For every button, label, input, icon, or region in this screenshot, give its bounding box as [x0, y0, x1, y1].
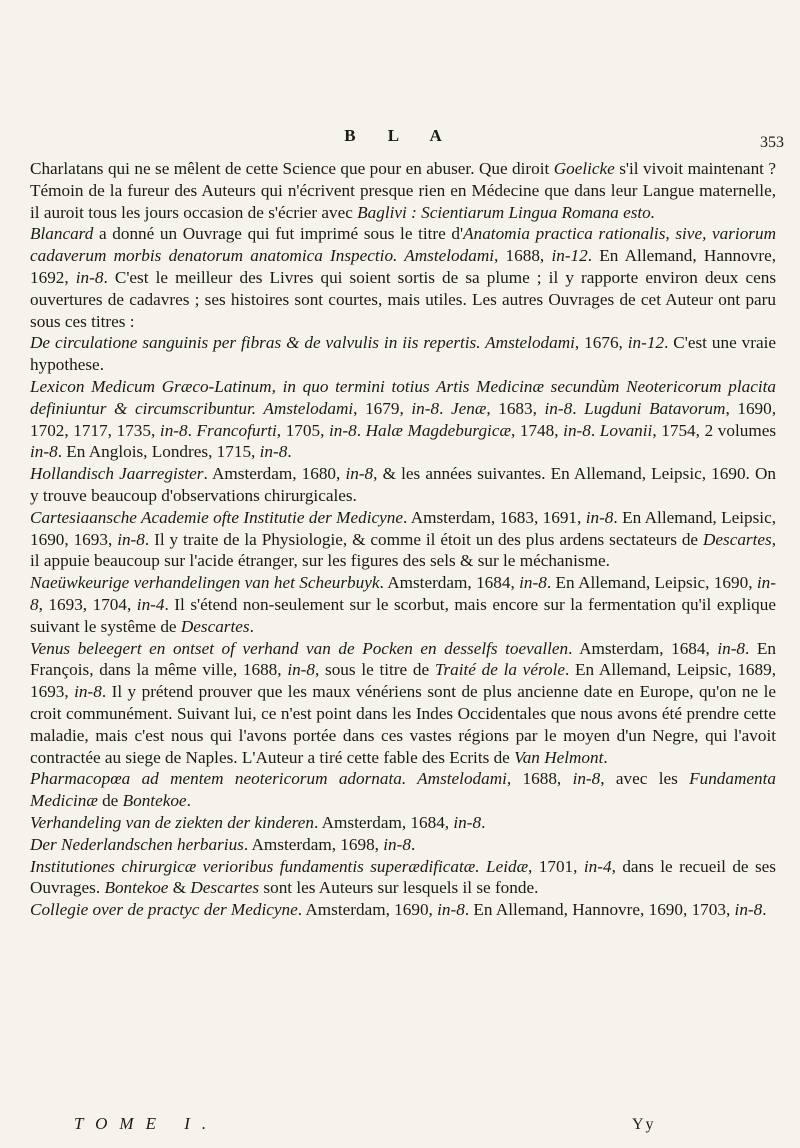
text-run: . Il y traite de la Physiologie, & comme il étoit un des plus ardens sectateurs de — [144, 529, 703, 549]
bibliography-entry — [30, 899, 776, 921]
italic-text: in-8 — [345, 464, 374, 484]
text-run: . En Allemand, Leipsic, 1690, 1693, — [30, 507, 776, 549]
bibliography-entry — [30, 638, 776, 769]
italic-text: Anatomia practica rationalis, sive, variorum cadaverum morbis denatorum anatomica Inspectio. Amstelodami — [30, 224, 776, 266]
italic-text: De circulatione sanguinis per fibras & de valvulis in iis repertis. Amstelodami — [30, 333, 575, 353]
text-run: , 1748, — [510, 420, 564, 440]
page-footer — [0, 1114, 800, 1138]
italic-text: Descartes — [702, 529, 772, 549]
text-run: , 1690, 1702, 1717, 1735, — [30, 398, 777, 440]
text-run: s'il vivoit maintenant ? Témoin de la fureur des Auteurs qui n'écrivent presque rien en Médecine que dans leur Langue maternelle, il auroit tous les jours occasion de s'écrier avec — [30, 159, 777, 222]
italic-text: Jenæ — [450, 398, 487, 418]
text-run: , 1676, — [574, 333, 628, 353]
text-run: . En Allemand, Hannovre, 1690, 1703, — [464, 900, 735, 920]
italic-text: Institutiones chirurgicæ verioribus fundamentis superædificatæ. Leidæ — [30, 856, 529, 876]
text-run: . C'est une vraie hypothese. — [30, 333, 776, 375]
text-run: . — [187, 420, 197, 440]
italic-text: in-4 — [136, 594, 165, 614]
text-run: . En François, dans la même ville, 1688, — [30, 638, 776, 680]
italic-text: in-8 — [383, 834, 411, 854]
italic-text: Descartes — [190, 878, 260, 898]
italic-text: Venus beleegert en ontset of verhand van de Pocken en desselfs toevallen — [30, 638, 569, 658]
text-run: & — [168, 878, 191, 898]
text-run: . En Anglois, Londres, 1715, — [57, 442, 260, 462]
italic-text: in-8 — [453, 812, 482, 832]
italic-text: in-8 — [717, 638, 746, 658]
italic-text: Francofurti — [196, 420, 277, 440]
italic-text: in-8 — [563, 420, 591, 440]
text-run: . Amsterdam, 1680, — [203, 464, 346, 484]
italic-text: Lugduni Batavorum — [584, 398, 726, 418]
text-run: . En Allemand, Leipsic, 1689, 1693, — [30, 660, 776, 702]
text-run: , & les années suivantes. En Allemand, Leipsic, 1690. On y trouve beaucoup d'observations chirurgicales. — [30, 464, 776, 505]
text-run: , 1701, — [528, 856, 584, 876]
bibliography-entry — [30, 572, 776, 637]
text-run: , 1688, — [494, 246, 552, 266]
bibliography-entry — [30, 768, 776, 812]
gathering-mark: Yy — [632, 1116, 656, 1133]
text-run: . — [356, 420, 366, 440]
paragraph-intro — [30, 158, 776, 223]
text-run: Charlatans qui ne se mêlent de cette Science que pour en abuser. Que diroit — [30, 159, 554, 178]
italic-text: Goelicke — [553, 159, 615, 178]
italic-text: in-8 — [734, 900, 763, 920]
italic-text: Fundamenta Medicinæ — [30, 769, 777, 811]
text-run: , sous le titre de — [315, 660, 435, 680]
text-run: , 1705, — [276, 420, 329, 440]
text-run: . En Allemand, Leipsic, 1690, — [546, 573, 757, 593]
italic-text: Lexicon Medicum Græco-Latinum, in quo termini totius Artis Medicinæ secundùm Neotericorum placita definiuntur & circumscribuntur. Amstelodami — [30, 376, 776, 418]
text-run: . Amsterdam, 1684, — [379, 573, 520, 593]
italic-text: in-8 — [585, 507, 614, 527]
italic-text: Blancard — [30, 224, 94, 244]
text-run: , il appuie beaucoup sur l'acide étranger, sur les figures des sels & sur le méchanisme. — [30, 529, 776, 571]
italic-text: Verhandeling van de ziekten der kinderen — [30, 812, 314, 832]
italic-text: Bontekoe — [104, 878, 169, 898]
italic-text: Bontekoe — [122, 791, 187, 811]
italic-text: Halæ Magdeburgicæ — [365, 420, 511, 440]
text-run: sont les Auteurs sur lesquels il se fonde. — [259, 878, 539, 898]
italic-text: in-8 — [117, 529, 145, 549]
text-run: a donné un Ouvrage qui fut imprimé sous le titre d' — [93, 224, 464, 244]
bibliography-entry — [30, 332, 776, 376]
italic-text: Collegie over de practyc der Medicyne — [30, 900, 298, 920]
text-run: . Amsterdam, 1684, — [314, 812, 454, 832]
text-run: . Amsterdam, 1690, — [297, 900, 438, 920]
text-run: . — [249, 616, 254, 636]
text-run: . En Allemand, Hannovre, 1692, — [30, 246, 776, 287]
text-run: . — [603, 747, 608, 767]
italic-text: in-8 — [74, 682, 102, 702]
italic-text: in-8 — [75, 267, 104, 287]
text-run: , 1688, — [506, 769, 573, 789]
italic-text: Traité de la vérole — [434, 660, 565, 680]
italic-text: in-8 — [437, 900, 465, 920]
italic-text: in-12 — [551, 246, 588, 266]
page-number: 353 — [760, 134, 784, 151]
italic-text: Van Helmont — [514, 747, 604, 767]
body-text — [30, 158, 776, 921]
text-run: . — [572, 398, 585, 418]
text-run: . — [439, 398, 451, 418]
italic-text: Baglivi : Scientiarum Lingua Romana esto. — [357, 202, 656, 222]
text-run: . — [590, 420, 600, 440]
text-run: , avec les — [600, 769, 690, 789]
bibliography-entry — [30, 507, 776, 572]
italic-text: in-8 — [329, 420, 357, 440]
text-run: de — [97, 791, 123, 811]
italic-text: in-8 — [572, 769, 601, 789]
running-head: B L A — [344, 126, 456, 145]
italic-text: in-12 — [627, 333, 665, 353]
text-run: . Amsterdam, 1698, — [243, 834, 384, 854]
italic-text: in-8 — [287, 660, 315, 680]
italic-text: in-4 — [583, 856, 612, 876]
bibliography-entry — [30, 834, 776, 856]
text-run: . Il s'étend non-seulement sur le scorbut, mais encore sur la fermentation qu'il explique suivant le systême de — [30, 594, 776, 636]
page-header — [0, 126, 800, 156]
italic-text: in-8 — [544, 398, 573, 418]
italic-text: Der Nederlandschen herbarius — [30, 834, 244, 854]
text-run: . — [481, 812, 486, 832]
italic-text: Naeüwkeurige verhandelingen van het Scheurbuyk — [30, 573, 380, 593]
italic-text: in-8 — [411, 398, 440, 418]
text-run: . — [762, 900, 767, 920]
bibliography-entry — [30, 223, 776, 332]
italic-text: Descartes — [180, 616, 250, 636]
text-run: . Amsterdam, 1684, — [568, 638, 718, 658]
text-run: , 1683, — [486, 398, 545, 418]
text-run: , 1679, — [353, 398, 412, 418]
text-run: , 1693, 1704, — [38, 594, 137, 614]
volume-signature: TOME I. — [74, 1114, 219, 1133]
text-run: , 1754, 2 volumes — [652, 420, 777, 440]
text-run: . — [186, 791, 191, 811]
italic-text: Cartesiaansche Academie ofte Institutie der Medicyne — [30, 507, 403, 527]
italic-text: in-8 — [259, 442, 288, 462]
text-run: . Il y prétend prouver que les maux vénériens sont de plus ancienne date en Europe, qu'on ne le croit communément. Suivant lui, ce n'est point dans les Indes Occidentales que nous avons été prendre cette maladie, mais c'est nous qui l'avons portée dans ces vastes régions par le moyen d'un Negre, qui l'avoit contractée au siege de Naples. L'Auteur a tiré cette fable des Ecrits de — [30, 682, 776, 767]
italic-text: Pharmacopœa ad mentem neotericorum adornata. Amstelodami — [30, 769, 507, 789]
text-run: . — [410, 834, 416, 854]
italic-text: in-8 — [30, 573, 776, 614]
italic-text: in-8 — [159, 420, 188, 440]
text-run: . C'est le meilleur des Livres qui soient sortis de sa plume ; il y rapporte environ deux cens ouvertures de cadavres ; ses histoires sont courtes, mais utiles. Les autres Ouvrages de cet Auteur ont paru sous ces titres : — [30, 267, 777, 331]
text-run: . — [287, 442, 292, 462]
italic-text: Lovanii — [599, 420, 653, 440]
bibliography-entry — [30, 376, 776, 463]
italic-text: Hollandisch Jaarregister — [30, 464, 204, 484]
bibliography-entry — [30, 856, 776, 900]
text-run: , dans le recueil de ses Ouvrages. — [30, 856, 776, 898]
bibliography-entry — [30, 812, 776, 834]
text-run: . Amsterdam, 1683, 1691, — [402, 507, 586, 527]
bibliography-entry — [30, 463, 776, 507]
italic-text: in-8 — [519, 573, 547, 593]
italic-text: in-8 — [30, 442, 58, 462]
